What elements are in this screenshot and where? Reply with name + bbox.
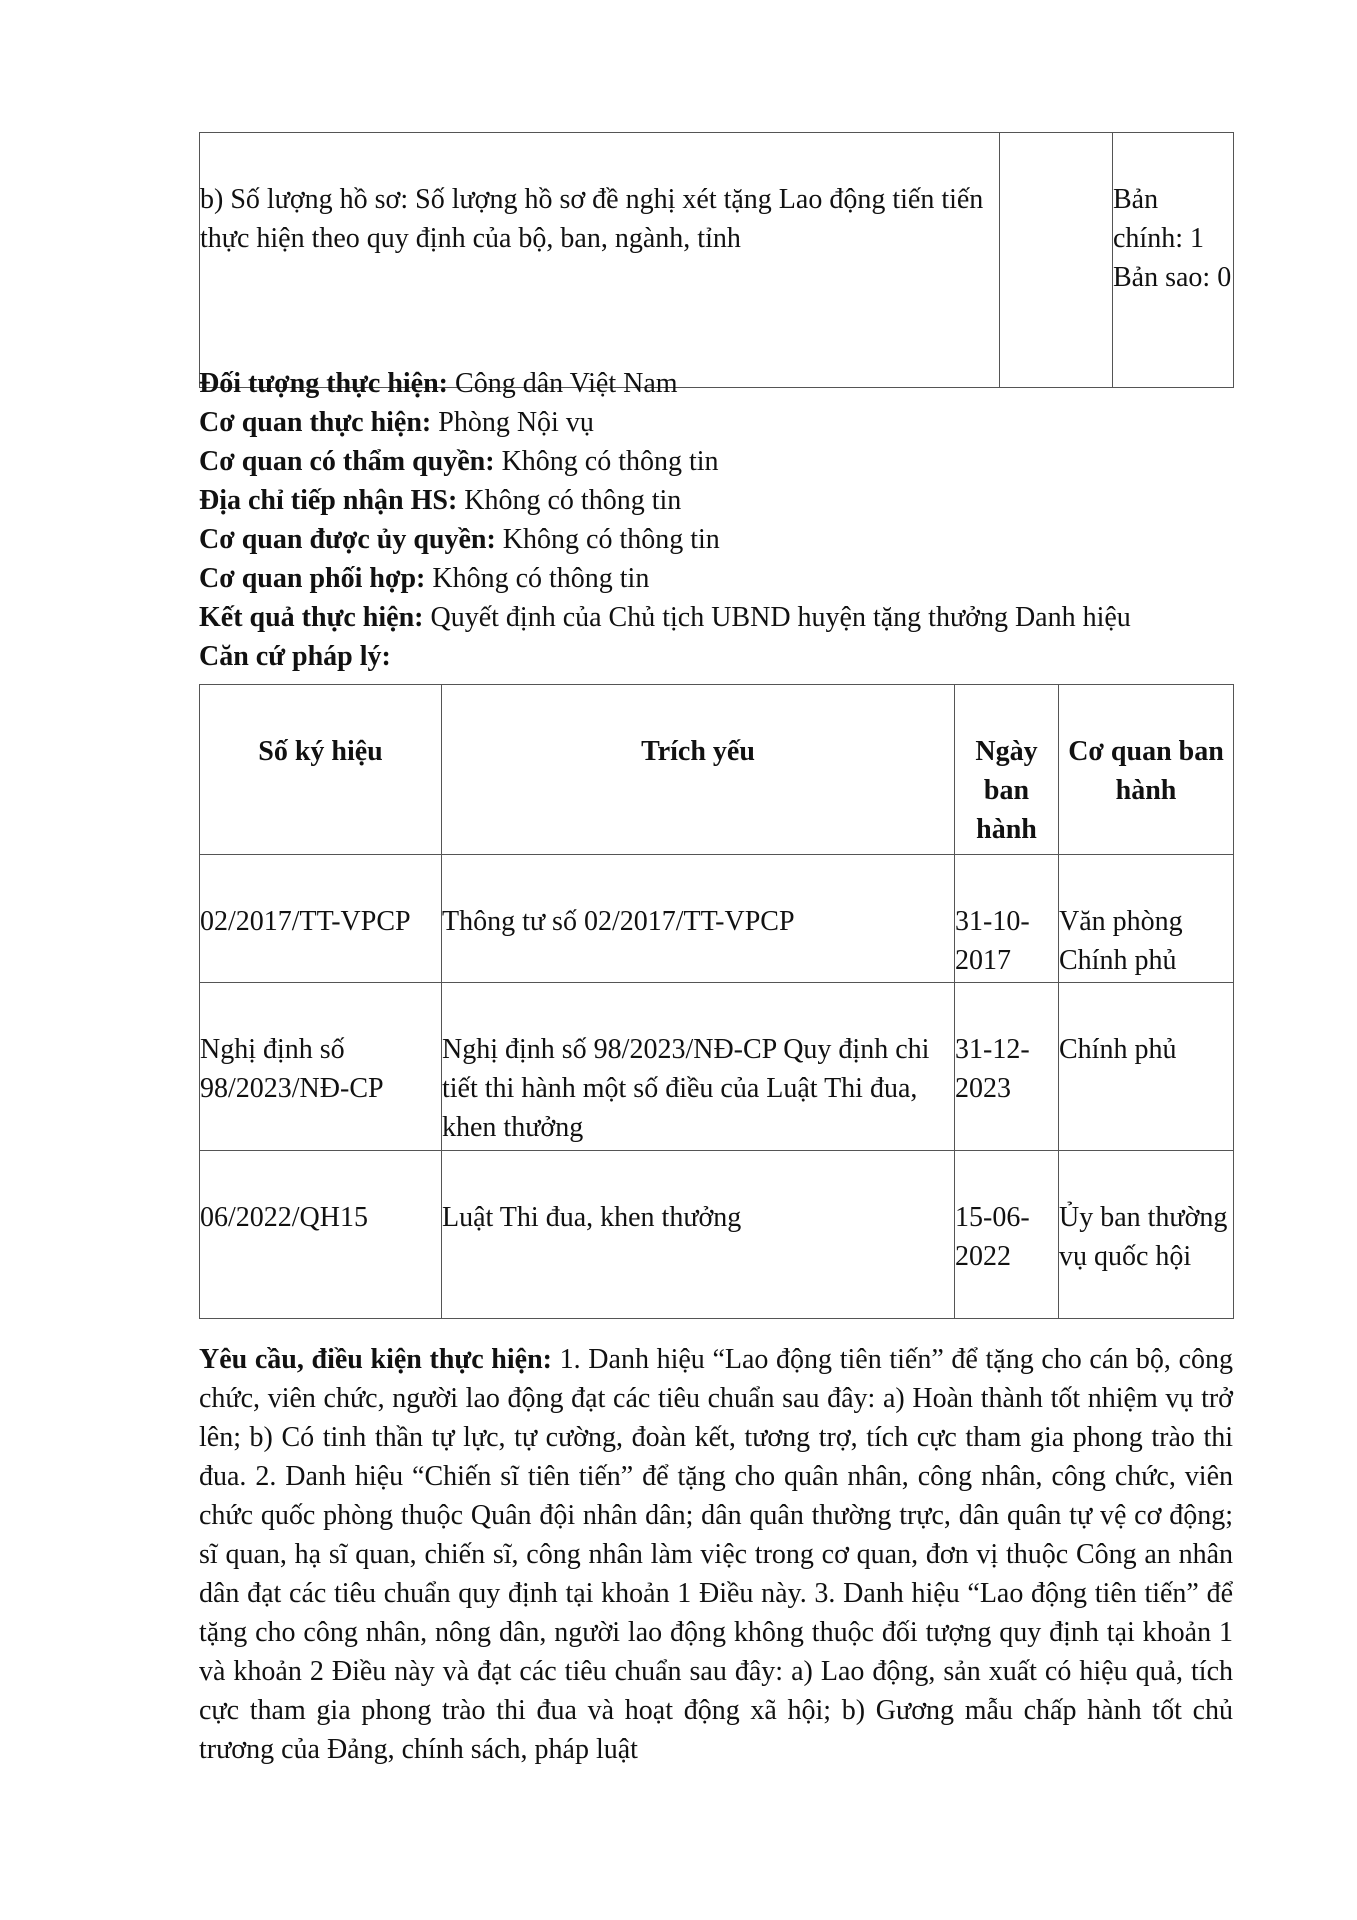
cell-date: 31-10-2017: [955, 855, 1059, 983]
field-label: Căn cứ pháp lý:: [199, 641, 391, 672]
cell-issuer: Văn phòng Chính phủ: [1059, 855, 1234, 983]
field-result: [199, 598, 1259, 637]
field-label: Cơ quan có thẩm quyền:: [199, 446, 495, 477]
field-label: Cơ quan được ủy quyền:: [199, 524, 496, 555]
legal-basis-table: [199, 684, 1234, 1319]
requirements-label: Yêu cầu, điều kiện thực hiện:: [199, 1344, 552, 1375]
field-authorized-agency: [199, 520, 1259, 559]
cell-summary: Thông tư số 02/2017/TT-VPCP: [442, 855, 955, 983]
field-value: Phòng Nội vụ: [438, 407, 594, 438]
field-value: Không có thông tin: [502, 524, 720, 555]
cell-issuer: Ủy ban thường vụ quốc hội: [1059, 1151, 1234, 1319]
cell-code: 06/2022/QH15: [200, 1151, 442, 1319]
requirements-text: 1. Danh hiệu “Lao động tiên tiến” để tặng cho cán bộ, công chức, viên chức, người lao động đạt các tiêu chuẩn sau đây: a) Hoàn thành tốt nhiệm vụ trở lên; b) Có tinh thần tự lực, tự cường, đoàn kết, tương trợ, tích cực tham gia phong trào thi đua. 2. Danh hiệu “Chiến sĩ tiên tiến” để tặng cho quân nhân, công nhân, công chức, viên chức quốc phòng thuộc Quân đội nhân dân; dân quân thường trực, dân quân tự vệ cơ động; sĩ quan, hạ sĩ quan, chiến sĩ, công nhân làm việc trong cơ quan, đơn vị thuộc Công an nhân dân đạt các tiêu chuẩn quy định tại khoản 1 Điều này. 3. Danh hiệu “Lao động tiên tiến” để tặng cho công nhân, nông dân, người lao động không thuộc đối tượng quy định tại khoản 1 và khoản 2 Điều này và đạt các tiêu chuẩn sau đây: a) Lao động, sản xuất có hiệu quả, tích cực tham gia phong trào thi đua và hoạt động xã hội; b) Gương mẫu chấp hành tốt chủ trương của Đảng, chính sách, pháp luật: [199, 1344, 1234, 1765]
field-value: Công dân Việt Nam: [455, 368, 678, 399]
field-legal-basis: [199, 637, 1259, 676]
cell-date: 31-12-2023: [955, 983, 1059, 1151]
table-row: [200, 983, 1234, 1151]
field-value: Không có thông tin: [432, 563, 650, 594]
documents-copies: Bản chính: 1 Bản sao: 0: [1113, 133, 1234, 388]
cell-summary: Luật Thi đua, khen thưởng: [442, 1151, 955, 1319]
table-row: [200, 133, 1234, 388]
cell-code: 02/2017/TT-VPCP: [200, 855, 442, 983]
table-row: [200, 1151, 1234, 1319]
field-target-subject: [199, 364, 1259, 403]
column-header-issuer: Cơ quan ban hành: [1059, 685, 1234, 855]
field-label: Đối tượng thực hiện:: [199, 368, 449, 399]
field-label: Cơ quan phối hợp:: [199, 563, 426, 594]
field-value: Không có thông tin: [501, 446, 719, 477]
field-receiving-address: [199, 481, 1259, 520]
field-value: Không có thông tin: [464, 485, 682, 516]
column-header-code: Số ký hiệu: [200, 685, 442, 855]
field-executing-agency: [199, 403, 1259, 442]
documents-count-description: b) Số lượng hồ sơ: Số lượng hồ sơ đề nghị xét tặng Lao động tiến tiến thực hiện theo quy định của bộ, ban, ngành, tỉnh: [200, 133, 1000, 388]
field-competent-agency: [199, 442, 1259, 481]
cell-summary: Nghị định số 98/2023/NĐ-CP Quy định chi tiết thi hành một số điều của Luật Thi đua, khen thưởng: [442, 983, 955, 1151]
field-coordinating-agency: [199, 559, 1259, 598]
field-label: Cơ quan thực hiện:: [199, 407, 432, 438]
documents-count-table: [199, 132, 1234, 388]
empty-cell: [1000, 133, 1113, 388]
field-label: Địa chỉ tiếp nhận HS:: [199, 485, 458, 516]
table-header-row: [200, 685, 1234, 855]
table-row: [200, 855, 1234, 983]
procedure-fields: [199, 364, 1259, 676]
cell-date: 15-06-2022: [955, 1151, 1059, 1319]
field-value: Quyết định của Chủ tịch UBND huyện tặng thưởng Danh hiệu: [430, 602, 1131, 633]
column-header-summary: Trích yếu: [442, 685, 955, 855]
column-header-date: Ngày ban hành: [955, 685, 1059, 855]
field-label: Kết quả thực hiện:: [199, 602, 424, 633]
cell-code: Nghị định số 98/2023/NĐ-CP: [200, 983, 442, 1151]
cell-issuer: Chính phủ: [1059, 983, 1234, 1151]
requirements-paragraph: [199, 1340, 1233, 1769]
